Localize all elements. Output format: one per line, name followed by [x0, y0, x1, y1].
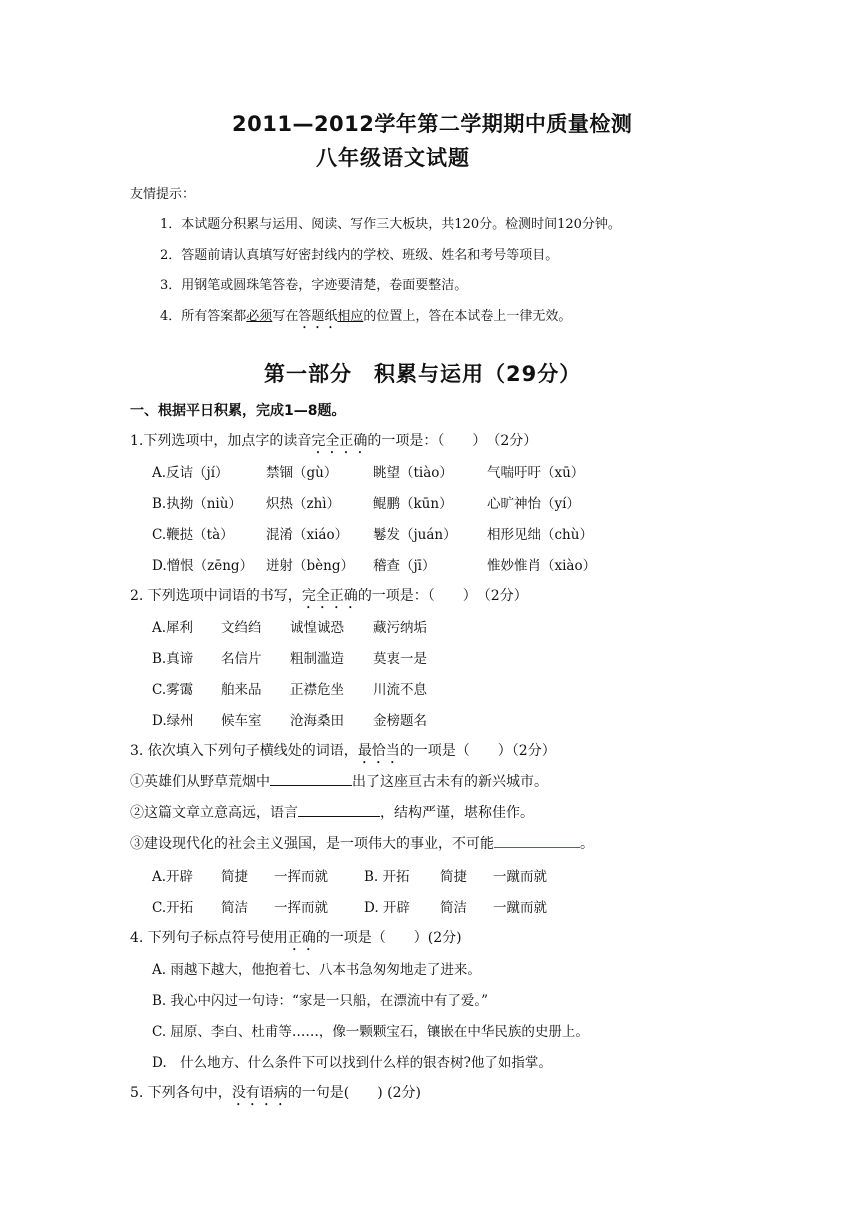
note-4	[160, 305, 571, 332]
note-1	[160, 213, 621, 232]
q2-option-d-2: 候车室	[221, 713, 262, 729]
q1-option-d-1: D.憎恨（zēng）	[152, 558, 254, 574]
q3-option-a-2: 简捷	[221, 869, 248, 885]
q2-option-d-3: 沧海桑田	[290, 713, 344, 729]
stem-text: 的一项是（ ）（2分）	[399, 743, 556, 759]
q3-option-b-2: 简捷	[440, 869, 467, 885]
q1-option-b-2: 炽热（zhì）	[266, 496, 341, 512]
q1-option-d-4: 惟妙惟肖（xiào）	[487, 558, 597, 574]
q3-option-c-3: 一挥而就	[274, 900, 328, 916]
q1-option-c-1: C.鞭挞（tà）	[152, 527, 234, 543]
stem-emphasis: 完全正确	[301, 588, 358, 604]
q2-option-d-4: 金榜题名	[373, 713, 427, 729]
q3-sentence-2	[130, 802, 534, 822]
q4-option-b: B. 我心中闪过一句诗：“家是一只船，在漂流中有了爱。”	[152, 993, 489, 1009]
q3-option-c-2: 简洁	[221, 900, 248, 916]
note-text: 写在	[272, 309, 299, 324]
q3-option-d-2: 简洁	[440, 900, 467, 916]
question-3-stem	[130, 740, 556, 767]
sentence-text: 。	[580, 836, 594, 852]
q2-option-c-4: 川流不息	[373, 682, 427, 698]
q1-option-a-2: 禁锢（gù）	[266, 465, 338, 481]
q4-option-d: D. 什么地方、什么条件下可以找到什么样的银杏树?他了如指掌。	[152, 1055, 552, 1071]
q1-option-d-2: 迸射（bèng）	[266, 558, 354, 574]
note-number: 1．	[160, 217, 182, 232]
note-underlined-text: 必须	[246, 309, 273, 324]
note-text: 答题前请认真填写好密封线内的学校、班级、姓名和考号等项目。	[181, 248, 559, 263]
q1-option-b-3: 鲲鹏（kūn）	[373, 496, 453, 512]
q2-option-c-3: 正襟危坐	[290, 682, 344, 698]
sentence-text: 出了这座亘古未有的新兴城市。	[352, 774, 548, 790]
q3-option-a-3: 一挥而就	[274, 869, 328, 885]
hint-label: 友情提示：	[130, 187, 196, 202]
fill-blank-line	[270, 771, 352, 786]
question-1-stem	[130, 430, 537, 457]
q2-option-b-3: 粗制滥造	[290, 651, 344, 667]
note-number: 3．	[160, 278, 182, 293]
stem-text: 的一项是：（ ） （2分）	[357, 588, 528, 604]
q1-option-a-1: A.反诘（jí）	[152, 465, 229, 481]
q1-option-c-2: 混淆（xiáo）	[266, 527, 349, 543]
q2-option-b-2: 名信片	[221, 651, 262, 667]
stem-emphasis: 没有语病	[231, 1085, 288, 1101]
stem-text: 3. 依次填入下列句子横线处的词语，	[130, 743, 358, 759]
q3-option-c-1: C.开拓	[152, 900, 194, 916]
q3-option-b-3: 一蹴而就	[493, 869, 547, 885]
q3-sentence-1	[130, 771, 548, 791]
sentence-text: ③建设现代化的社会主义强国，是一项伟大的事业，不可能	[130, 836, 494, 852]
exam-title: 2011—2012学年第二学期期中质量检测	[232, 112, 633, 136]
stem-text: 1.下列选项中，加点字的读音	[130, 433, 312, 449]
note-2	[160, 244, 558, 263]
q1-option-a-4: 气喘吁吁（xū）	[487, 465, 585, 481]
note-text: 本试题分积累与运用、阅读、写作三大板块，共120分。检测时间120分钟。	[181, 217, 621, 232]
q1-option-a-3: 眺望（tiào）	[373, 465, 453, 481]
q2-option-c-1: C.雾霭	[152, 682, 194, 698]
note-underlined-text: 相应	[337, 309, 364, 324]
fill-blank-line	[494, 833, 580, 848]
sentence-text: ①英雄们从野草荒烟中	[130, 774, 270, 790]
q4-option-c: C. 屈原、李白、杜甫等……，像一颗颗宝石，镶嵌在中华民族的史册上。	[152, 1024, 589, 1040]
q3-option-d-1: D. 开辟	[364, 900, 410, 916]
exam-subtitle: 八年级语文试题	[316, 146, 470, 170]
q2-option-a-4: 藏污纳垢	[373, 620, 427, 636]
q2-option-b-1: B.真谛	[152, 651, 194, 667]
fill-blank-line	[298, 802, 380, 817]
q2-option-b-4: 莫衷一是	[373, 651, 427, 667]
note-number: 2．	[160, 248, 182, 263]
q1-option-c-4: 相形见绌（chù）	[487, 527, 593, 543]
stem-text: 的一句是( ) (2分)	[287, 1085, 422, 1101]
q3-option-a-1: A.开辟	[152, 869, 194, 885]
q2-option-c-2: 舶来品	[221, 682, 262, 698]
note-text: 的位置上，答在本试卷上一律无效。	[363, 309, 572, 324]
note-dotted-text: 答题纸	[298, 309, 338, 324]
q3-option-d-3: 一蹴而就	[493, 900, 547, 916]
stem-text: 的一项是：（ ） （2分）	[367, 433, 538, 449]
q3-option-b-1: B. 开拓	[364, 869, 410, 885]
q1-option-c-3: 鬈发（juán）	[373, 527, 457, 543]
sentence-text: ，结构严谨，堪称佳作。	[380, 805, 534, 821]
question-5-stem	[130, 1082, 421, 1109]
stem-emphasis: 完全正确	[311, 433, 368, 449]
part-heading: 一、根据平日积累，完成1—8题。	[130, 403, 346, 419]
q2-option-a-2: 文绉绉	[221, 620, 262, 636]
note-text: 用钢笔或圆珠笔答卷，字迹要清楚，卷面要整洁。	[181, 278, 468, 293]
stem-emphasis: 最恰当	[357, 743, 400, 759]
q4-option-a: A. 雨越下越大，他抱着七、八本书急匆匆地走了进来。	[152, 962, 481, 978]
question-4-stem	[130, 927, 462, 954]
question-2-stem	[130, 585, 528, 612]
q1-option-b-1: B.执拗（niù）	[152, 496, 242, 512]
q2-option-a-1: A.犀利	[152, 620, 194, 636]
note-3	[160, 274, 467, 293]
stem-text: 的一项是（ ）(2分)	[315, 930, 462, 946]
note-number: 4．	[160, 309, 182, 324]
q3-sentence-3	[130, 833, 594, 853]
stem-text: 2. 下列选项中词语的书写，	[130, 588, 302, 604]
q2-option-a-3: 诚惶诚恐	[290, 620, 344, 636]
stem-text: 5. 下列各句中，	[130, 1085, 232, 1101]
q2-option-d-1: D.绿州	[152, 713, 194, 729]
sentence-text: ②这篇文章立意高远，语言	[130, 805, 298, 821]
q1-option-b-4: 心旷神怡（yí）	[487, 496, 580, 512]
note-text: 所有答案都	[181, 309, 247, 324]
section-title: 第一部分 积累与运用（29分）	[264, 362, 582, 386]
stem-text: 4. 下列句子标点符号使用	[130, 930, 288, 946]
q1-option-d-3: 稽查（jī）	[373, 558, 436, 574]
stem-emphasis: 正确	[287, 930, 316, 946]
